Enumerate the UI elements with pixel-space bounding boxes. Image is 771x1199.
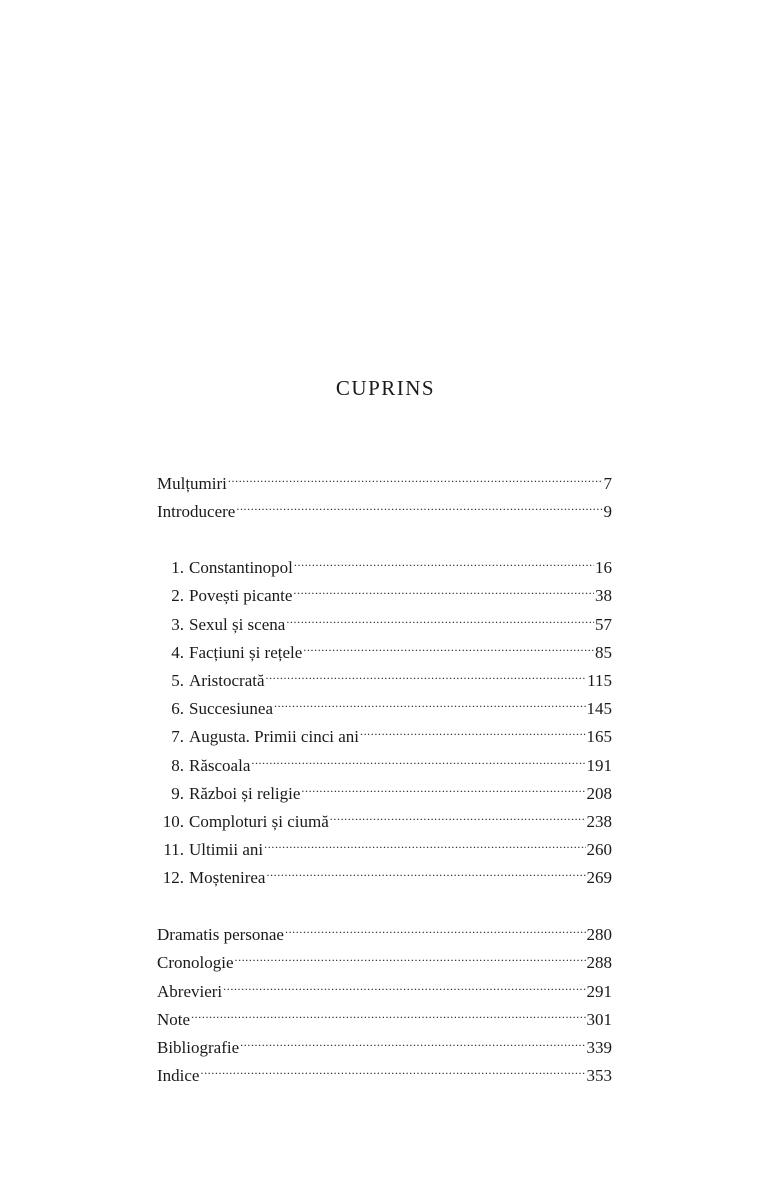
dot-leader <box>228 461 603 489</box>
chapter-number: 10. <box>162 811 184 831</box>
entry-title: Povești picante <box>189 586 293 606</box>
entry-title: Indice <box>157 1066 200 1086</box>
dot-leader <box>264 827 585 855</box>
chapter-number: 9. <box>171 783 184 803</box>
entry-title: Succesiunea <box>189 699 274 719</box>
dot-leader <box>235 940 586 968</box>
page-number: 191 <box>586 755 612 775</box>
dot-leader <box>360 714 586 742</box>
chapter-number: 2. <box>171 586 184 606</box>
dot-leader <box>301 771 585 799</box>
entry-title: Cronologie <box>157 953 234 973</box>
chapter-number: 1. <box>171 558 184 578</box>
page-number: 269 <box>586 868 612 888</box>
toc-entry <box>157 968 612 1001</box>
page-number: 288 <box>586 953 612 973</box>
dot-leader <box>293 573 594 601</box>
page-number: 165 <box>586 727 612 747</box>
dot-leader <box>236 489 602 517</box>
page-number: 280 <box>586 925 612 945</box>
page-number: 115 <box>587 670 612 690</box>
dot-leader <box>200 1053 585 1081</box>
page-number: 353 <box>586 1066 612 1086</box>
chapter-number: 4. <box>171 642 184 662</box>
chapter-number: 3. <box>171 614 184 634</box>
page-number: 16 <box>595 558 612 578</box>
entry-title: Aristocrată <box>189 670 265 690</box>
entry-title: Răscoala <box>189 755 251 775</box>
entry-title: Comploturi și ciumă <box>189 811 329 831</box>
entry-title: Război și religie <box>189 783 301 803</box>
dot-leader <box>330 799 586 827</box>
page-number: 85 <box>595 642 612 662</box>
entry-title: Moștenirea <box>189 868 266 888</box>
dot-leader <box>223 968 585 996</box>
page-number: 301 <box>586 1009 612 1029</box>
dot-leader <box>286 601 594 629</box>
entry-title: Bibliografie <box>157 1037 240 1057</box>
entry-title: Facțiuni și rețele <box>189 642 303 662</box>
entry-title: Introducere <box>157 502 236 522</box>
chapter-number: 6. <box>171 699 184 719</box>
toc-chapters <box>157 545 612 888</box>
page-number: 339 <box>586 1037 612 1057</box>
entry-title: Dramatis personae <box>157 925 284 945</box>
toc-entry <box>157 997 612 1029</box>
chapter-number: 8. <box>171 755 184 775</box>
chapter-number: 12. <box>162 868 184 888</box>
page-number: 9 <box>603 502 612 522</box>
dot-leader <box>303 630 594 658</box>
dot-leader <box>266 658 587 686</box>
page-number: 145 <box>586 699 612 719</box>
toc-back-matter <box>157 912 612 1086</box>
dot-leader <box>294 545 594 573</box>
chapter-number: 5. <box>171 670 184 690</box>
page-number: 57 <box>595 614 612 634</box>
page-number: 291 <box>586 981 612 1001</box>
entry-title: Augusta. Primii cinci ani <box>189 727 359 747</box>
entry-title: Sexul și scena <box>189 614 286 634</box>
dot-leader <box>191 997 585 1025</box>
page-number: 7 <box>603 474 612 494</box>
entry-title: Abrevieri <box>157 981 223 1001</box>
entry-title: Note <box>157 1009 191 1029</box>
toc-entry <box>157 1025 612 1057</box>
dot-leader <box>266 855 585 883</box>
toc-entry <box>157 545 612 578</box>
page-number: 260 <box>586 840 612 860</box>
page-title: CUPRINS <box>335 376 436 400</box>
entry-title: Constantinopol <box>189 558 293 578</box>
page-number: 38 <box>595 586 612 606</box>
chapter-number: 11. <box>163 840 184 860</box>
dot-leader <box>251 742 585 770</box>
toc-entry <box>157 461 612 494</box>
page-number: 208 <box>586 783 612 803</box>
entry-title: Ultimii ani <box>189 840 264 860</box>
dot-leader <box>274 686 585 714</box>
dot-leader <box>240 1025 585 1053</box>
toc-entry <box>157 912 612 945</box>
dot-leader <box>285 912 586 940</box>
toc-entry <box>157 1053 612 1086</box>
chapter-number: 7. <box>171 727 184 747</box>
page-number: 238 <box>586 811 612 831</box>
entry-title: Mulțumiri <box>157 474 227 494</box>
toc-front-matter <box>157 461 612 522</box>
